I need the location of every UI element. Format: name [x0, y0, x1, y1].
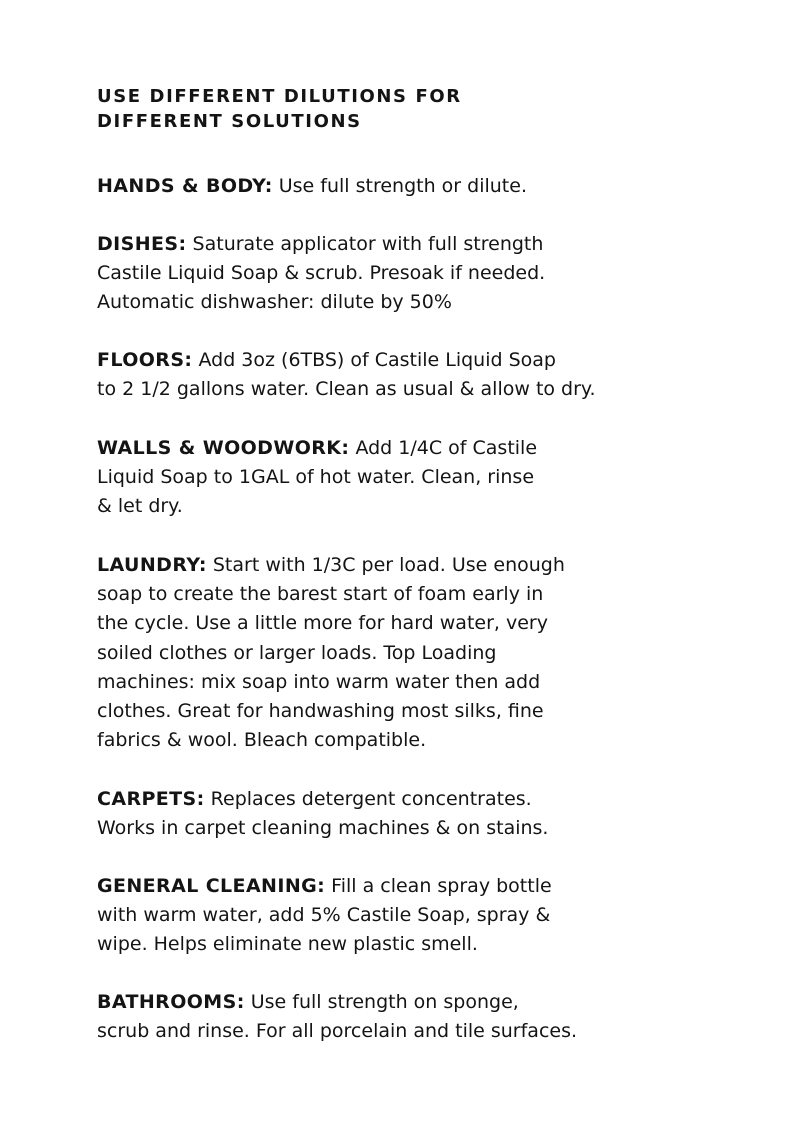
section-text-line: wipe. Helps eliminate new plastic smell. [97, 933, 478, 956]
section-label: GENERAL CLEANING: [97, 875, 326, 897]
section-text-line: & let dry. [97, 495, 183, 518]
section-walls-woodwork [97, 434, 537, 522]
section-floors [97, 346, 596, 404]
section-hands-body [97, 172, 527, 201]
section-text-line: scrub and rinse. For all porcelain and tile surfaces. [97, 1020, 578, 1043]
section-text: Use full strength or dilute. [272, 175, 527, 197]
section-text: Fill a clean spray bottle [325, 875, 552, 897]
section-text-line: soiled clothes or larger loads. Top Loading [97, 641, 497, 664]
section-text-line: with warm water, add 5% Castile Soap, spray & [97, 904, 551, 927]
section-text: Add 1/4C of Castile [349, 437, 538, 459]
section-laundry [97, 551, 565, 755]
section-text-line: Automatic dishwasher: dilute by 50% [97, 291, 452, 314]
section-label: WALLS & WOODWORK: [97, 437, 350, 459]
section-label: BATHROOMS: [97, 991, 245, 1013]
section-label: CARPETS: [97, 788, 205, 810]
section-first-line [97, 434, 537, 463]
section-text-line: fabrics & wool. Bleach compatible. [97, 729, 427, 752]
section-text: Start with 1/3C per load. Use enough [206, 554, 565, 576]
section-first-line [97, 172, 527, 201]
section-text: Use full strength on sponge, [244, 991, 519, 1013]
section-first-line [97, 230, 545, 259]
section-text-line: Liquid Soap to 1GAL of hot water. Clean, rinse [97, 466, 535, 489]
section-label: DISHES: [97, 233, 187, 255]
section-text-line: the cycle. Use a little more for hard water, very [97, 612, 548, 635]
section-text: Saturate applicator with full strength [186, 233, 544, 255]
section-general-cleaning [97, 872, 552, 960]
section-label: HANDS & BODY: [97, 175, 273, 197]
section-first-line [97, 872, 552, 901]
section-carpets [97, 785, 548, 843]
section-text-line: soap to create the barest start of foam early in [97, 583, 544, 606]
section-text-line: Castile Liquid Soap & scrub. Presoak if needed. [97, 262, 546, 285]
heading-line-1: USE DIFFERENT DILUTIONS FOR [97, 86, 462, 107]
section-text-line: Works in carpet cleaning machines & on stains. [97, 817, 549, 840]
section-text: Replaces detergent concentrates. [204, 788, 532, 810]
heading-line-2: DIFFERENT SOLUTIONS [97, 111, 362, 132]
section-dishes [97, 230, 545, 318]
section-label: FLOORS: [97, 349, 193, 371]
section-text: Add 3oz (6TBS) of Castile Liquid Soap [192, 349, 556, 371]
section-first-line [97, 785, 548, 814]
section-text-line: to 2 1/2 gallons water. Clean as usual & allow to dry. [97, 378, 596, 401]
section-bathrooms [97, 988, 577, 1046]
section-label: LAUNDRY: [97, 554, 207, 576]
section-first-line [97, 346, 596, 375]
section-text-line: clothes. Great for handwashing most silks, fine [97, 700, 544, 723]
section-text-line: machines: mix soap into warm water then add [97, 670, 541, 693]
page-heading [97, 84, 462, 134]
section-first-line [97, 551, 565, 580]
section-first-line [97, 988, 577, 1017]
